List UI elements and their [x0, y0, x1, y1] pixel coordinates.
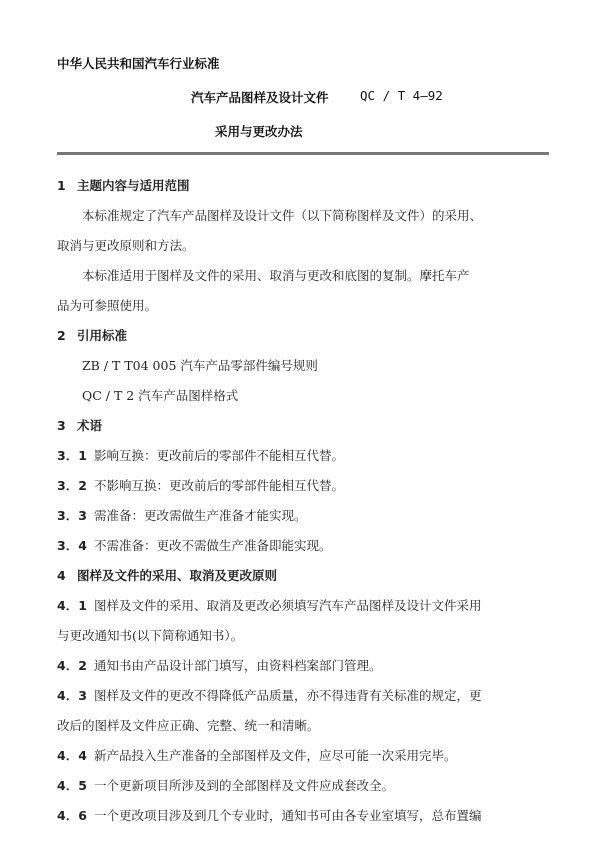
line-text: 需准备：更改需做生产准备才能实现。	[94, 508, 307, 523]
line-text: 不需准备：更改不需做生产准备即能实现。	[94, 538, 332, 553]
paragraph-line	[57, 264, 557, 294]
line-text: 术语	[77, 418, 103, 433]
clause-number: 4．2	[57, 658, 87, 673]
line-text: 本标准适用于图样及文件的采用、取消与更改和底图的复制。摩托车产	[82, 268, 470, 283]
clause	[57, 654, 557, 684]
clause-number: 3．1	[57, 448, 87, 463]
clause-number: 4．4	[57, 748, 87, 763]
clause	[57, 444, 557, 474]
document-body	[57, 174, 557, 834]
clause	[57, 594, 557, 624]
clause-number: 1	[57, 178, 66, 193]
clause	[57, 684, 557, 714]
clause-number: 4．3	[57, 688, 87, 703]
line-text: 不影响互换：更改前后的零部件能相互代替。	[94, 478, 345, 493]
line-text: 通知书由产品设计部门填写，由资料档案部门管理。	[94, 658, 382, 673]
line-text: 本标准规定了汽车产品图样及设计文件（以下简称图样及文件）的采用、	[82, 208, 483, 223]
line-text: 影响互换：更改前后的零部件不能相互代替。	[94, 448, 345, 463]
line-text: 图样及文件的更改不得降低产品质量，亦不得违背有关标准的规定，更	[94, 688, 482, 703]
clause	[57, 804, 557, 834]
section-heading	[57, 414, 557, 444]
clause-number: 4．5	[57, 778, 87, 793]
paragraph-line	[57, 384, 557, 414]
line-text: 一个更改项目涉及到几个专业时，通知书可由各专业室填写，总布置编	[94, 808, 482, 823]
paragraph-line	[57, 714, 557, 744]
clause-number: 3	[57, 418, 66, 433]
clause-number: 3．4	[57, 538, 87, 553]
clause-number: 3．2	[57, 478, 87, 493]
clause	[57, 774, 557, 804]
paragraph-line	[57, 354, 557, 384]
paragraph-line	[57, 294, 557, 324]
header-rule	[57, 152, 549, 155]
line-text: 品为可参照使用。	[57, 298, 158, 313]
section-heading	[57, 564, 557, 594]
line-text: QC / T 2 汽车产品图样格式	[82, 388, 239, 403]
section-heading	[57, 174, 557, 204]
clause-number: 2	[57, 328, 66, 343]
clause	[57, 534, 557, 564]
standard-code: QC / T 4—92	[360, 88, 443, 103]
section-heading	[57, 324, 557, 354]
line-text: ZB / T T04 005 汽车产品零部件编号规则	[82, 358, 318, 373]
clause	[57, 474, 557, 504]
line-text: 改后的图样及文件应正确、完整、统一和清晰。	[57, 718, 320, 733]
line-text: 图样及文件的采用、取消及更改必须填写汽车产品图样及设计文件采用	[94, 598, 482, 613]
clause-number: 4．6	[57, 808, 87, 823]
document-title-line2: 采用与更改办法	[215, 124, 303, 139]
line-text: 取消与更改原则和方法。	[57, 238, 195, 253]
line-text: 一个更新项目所涉及到的全部图样及文件应成套改全。	[94, 778, 395, 793]
paragraph-line	[57, 234, 557, 264]
line-text: 主题内容与适用范围	[77, 178, 190, 193]
clause-number: 4．1	[57, 598, 87, 613]
document-title-line1: 汽车产品图样及设计文件	[191, 90, 329, 105]
line-text: 图样及文件的采用、取消及更改原则	[77, 568, 278, 583]
clause-number: 3．3	[57, 508, 87, 523]
line-text: 新产品投入生产准备的全部图样及文件，应尽可能一次采用完毕。	[94, 748, 457, 763]
clause	[57, 504, 557, 534]
line-text: 引用标准	[77, 328, 128, 343]
paragraph-line	[57, 624, 557, 654]
clause-number: 4	[57, 568, 66, 583]
line-text: 与更改通知书(以下简称通知书）。	[57, 628, 244, 643]
paragraph-line	[57, 204, 557, 234]
issuer: 中华人民共和国汽车行业标准	[57, 56, 220, 71]
clause	[57, 744, 557, 774]
